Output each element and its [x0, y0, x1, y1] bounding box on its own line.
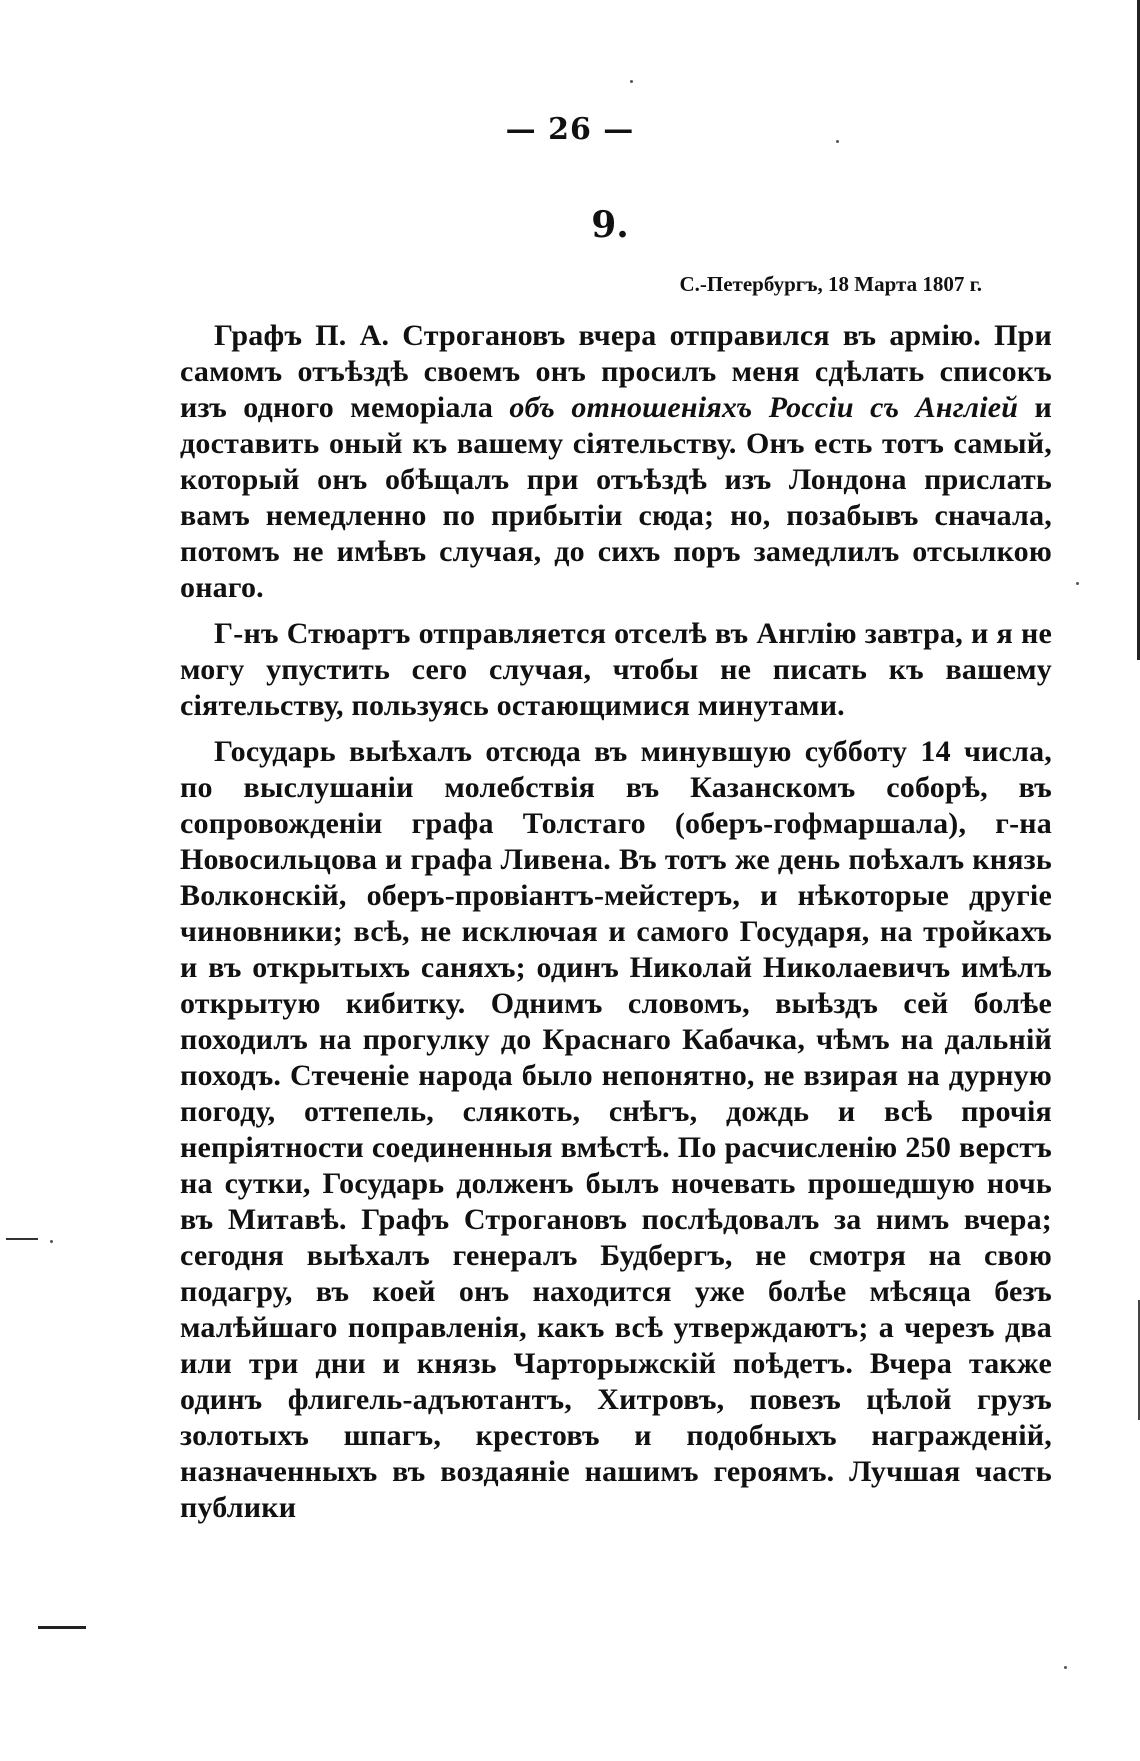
margin-mark: [38, 1626, 86, 1629]
speck: [1064, 1666, 1067, 1669]
paragraph-1-italic: объ отношеніяхъ Россіи съ Англіей: [509, 391, 1019, 424]
paragraph-2: Г-нъ Стюартъ отправляется отселѣ въ Англію завтра, и я не могу упустить сего случая, чтобы не писать къ вашему сіятельству, пользуясь остающимися минутами.: [180, 617, 1052, 722]
speck: [630, 80, 633, 83]
page-number: — 26 —: [505, 112, 635, 147]
paragraph-1: [180, 318, 1052, 606]
margin-mark: [6, 1238, 38, 1240]
speck: [1076, 582, 1079, 585]
paragraph-1-before: Графъ П. А. Строгановъ вчера отправился въ армію. При самомъ отъѣздѣ своемъ онъ просилъ меня сдѣлать списокъ изъ одного меморіала: [180, 319, 1052, 424]
dateline: С.-Петербургъ, 18 Марта 1807 г.: [679, 272, 982, 296]
letter-number: 9.: [591, 204, 629, 246]
paragraph-3: Государь выѣхалъ отсюда въ минувшую субботу 14 числа, по выслушаніи молебствія въ Казанскомъ соборѣ, въ сопровожденіи графа Толстаго (оберъ-гофмаршала), г-на Новосильцова и графа Ливена. Въ тотъ же день поѣхалъ князь Волконскій, оберъ-провіантъ-мейстеръ, и нѣкоторые другіе чиновники; всѣ, не исключая и самого Государя, на тройкахъ и въ открытыхъ саняхъ; одинъ Николай Николаевичъ имѣлъ открытую кибитку. Однимъ словомъ, выѣздъ сей болѣе походилъ на прогулку до Краснаго Кабачка, чѣмъ на дальній походъ. Стеченіе народа было непонятно, не взирая на дурную погоду, оттепель, слякоть, снѣгъ, дождь и всѣ прочія непріятности соединенныя вмѣстѣ. По расчисленію 250 верстъ на сутки, Государь долженъ былъ ночевать прошедшую ночь въ Митавѣ. Графъ Строгановъ послѣдовалъ за нимъ вчера; сегодня выѣхалъ генералъ Будбергъ, не смотря на свою подагру, въ коей онъ находится уже болѣе мѣсяца безъ малѣйшаго поправленія, какъ всѣ утверждаютъ; а черезъ два или три дни и князь Чарторыжскій поѣдетъ. Вчера также одинъ флигель-адъютантъ, Хитровъ, повезъ цѣлой грузъ золотыхъ шпагъ, крестовъ и подобныхъ награжденій, назначенныхъ въ воздаяніе нашимъ героямъ. Лучшая часть публики: [180, 735, 1052, 1524]
paragraph-1-after: и доставить оный къ вашему сіятельству. Онъ есть тотъ самый, который онъ обѣщалъ при отъѣздѣ изъ Лондона прислать вамъ немедленно по прибытіи сюда; но, позабывъ сначала, потомъ не имѣвъ случая, до сихъ поръ замедлилъ отсылкою онаго.: [180, 391, 1052, 604]
letter-body: [180, 318, 1052, 1536]
speck: [50, 1240, 53, 1243]
